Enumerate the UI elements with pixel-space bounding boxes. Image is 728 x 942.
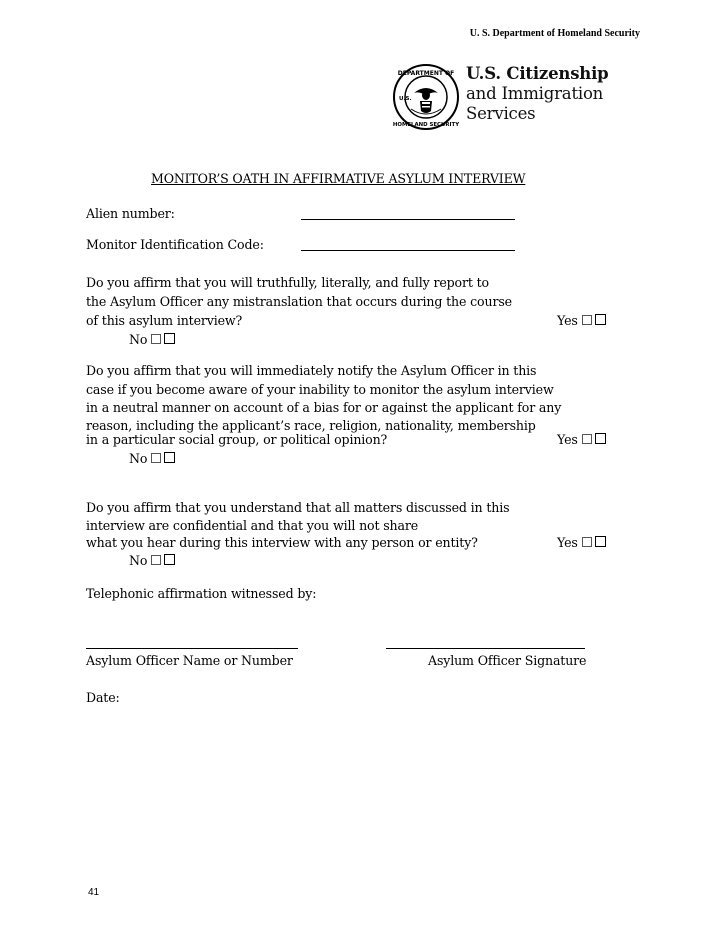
alien-number-field[interactable] — [301, 219, 515, 220]
q1-yes-option[interactable] — [557, 311, 606, 330]
q3-line-1: Do you affirm that you understand that all matters discussed in this — [86, 500, 510, 515]
agency-name — [466, 64, 608, 124]
q3-yes-label: Yes — [557, 535, 578, 550]
seal-text-left: U.S. — [399, 96, 412, 102]
q3-line-2: interview are confidential and that you will not share — [86, 518, 419, 533]
q1-yes-glyph — [582, 315, 592, 325]
officer-signature-label: Asylum Officer Signature — [428, 653, 587, 668]
q3-no-label: No — [129, 553, 148, 568]
q2-line-1: Do you affirm that you will immediately notify the Asylum Officer in this — [86, 363, 537, 378]
q3-yes-checkbox[interactable] — [595, 536, 606, 547]
witness-label: Telephonic affirmation witnessed by: — [86, 586, 317, 601]
q2-no-checkbox[interactable] — [164, 452, 175, 463]
form-title: MONITOR’S OATH IN AFFIRMATIVE ASYLUM INTERVIEW — [151, 171, 526, 186]
q1-yes-label: Yes — [557, 313, 578, 328]
q2-no-option[interactable] — [129, 449, 175, 468]
q2-line-4: reason, including the applicant’s race, religion, nationality, membership — [86, 418, 536, 433]
q3-no-glyph — [151, 555, 161, 565]
alien-number-label: Alien number: — [86, 206, 175, 221]
q1-line-2: the Asylum Officer any mistranslation that occurs during the course — [86, 294, 512, 309]
q3-line-3: what you hear during this interview with any person or entity? — [86, 535, 478, 550]
q1-no-label: No — [129, 332, 148, 347]
monitor-id-field[interactable] — [301, 250, 515, 251]
q2-line-2: case if you become aware of your inability to monitor the asylum interview — [86, 382, 554, 397]
officer-name-field[interactable] — [86, 648, 298, 649]
q1-line-1: Do you affirm that you will truthfully, literally, and fully report to — [86, 275, 489, 290]
q3-yes-glyph — [582, 537, 592, 547]
q3-no-checkbox[interactable] — [164, 554, 175, 565]
q1-line-3: of this asylum interview? — [86, 313, 243, 328]
q2-line-3: in a neutral manner on account of a bias for or against the applicant for any — [86, 400, 562, 415]
q2-yes-option[interactable] — [557, 430, 606, 449]
date-label: Date: — [86, 690, 120, 705]
q2-yes-glyph — [582, 434, 592, 444]
monitor-id-label: Monitor Identification Code: — [86, 237, 264, 252]
q2-line-5: in a particular social group, or political opinion? — [86, 432, 388, 447]
agency-line-3: Services — [466, 104, 536, 123]
q1-yes-checkbox[interactable] — [595, 314, 606, 325]
q1-no-glyph — [151, 334, 161, 344]
agency-line-2: and Immigration — [466, 84, 604, 103]
q3-no-option[interactable] — [129, 551, 175, 570]
q1-no-checkbox[interactable] — [164, 333, 175, 344]
agency-line-1: U.S. Citizenship — [466, 64, 609, 83]
q1-no-option[interactable] — [129, 330, 175, 349]
q2-yes-label: Yes — [557, 432, 578, 447]
officer-name-label: Asylum Officer Name or Number — [86, 653, 293, 668]
seal-text-bottom: HOMELAND SECURITY — [392, 122, 460, 128]
q2-no-label: No — [129, 451, 148, 466]
department-header: U. S. Department of Homeland Security — [469, 28, 640, 39]
dhs-seal-logo — [392, 63, 460, 131]
seal-text-top: DEPARTMENT OF — [397, 70, 455, 77]
q3-yes-option[interactable] — [557, 533, 606, 552]
q2-yes-checkbox[interactable] — [595, 433, 606, 444]
officer-signature-field[interactable] — [386, 648, 585, 649]
page-number: 41 — [88, 887, 100, 898]
q2-no-glyph — [151, 453, 161, 463]
